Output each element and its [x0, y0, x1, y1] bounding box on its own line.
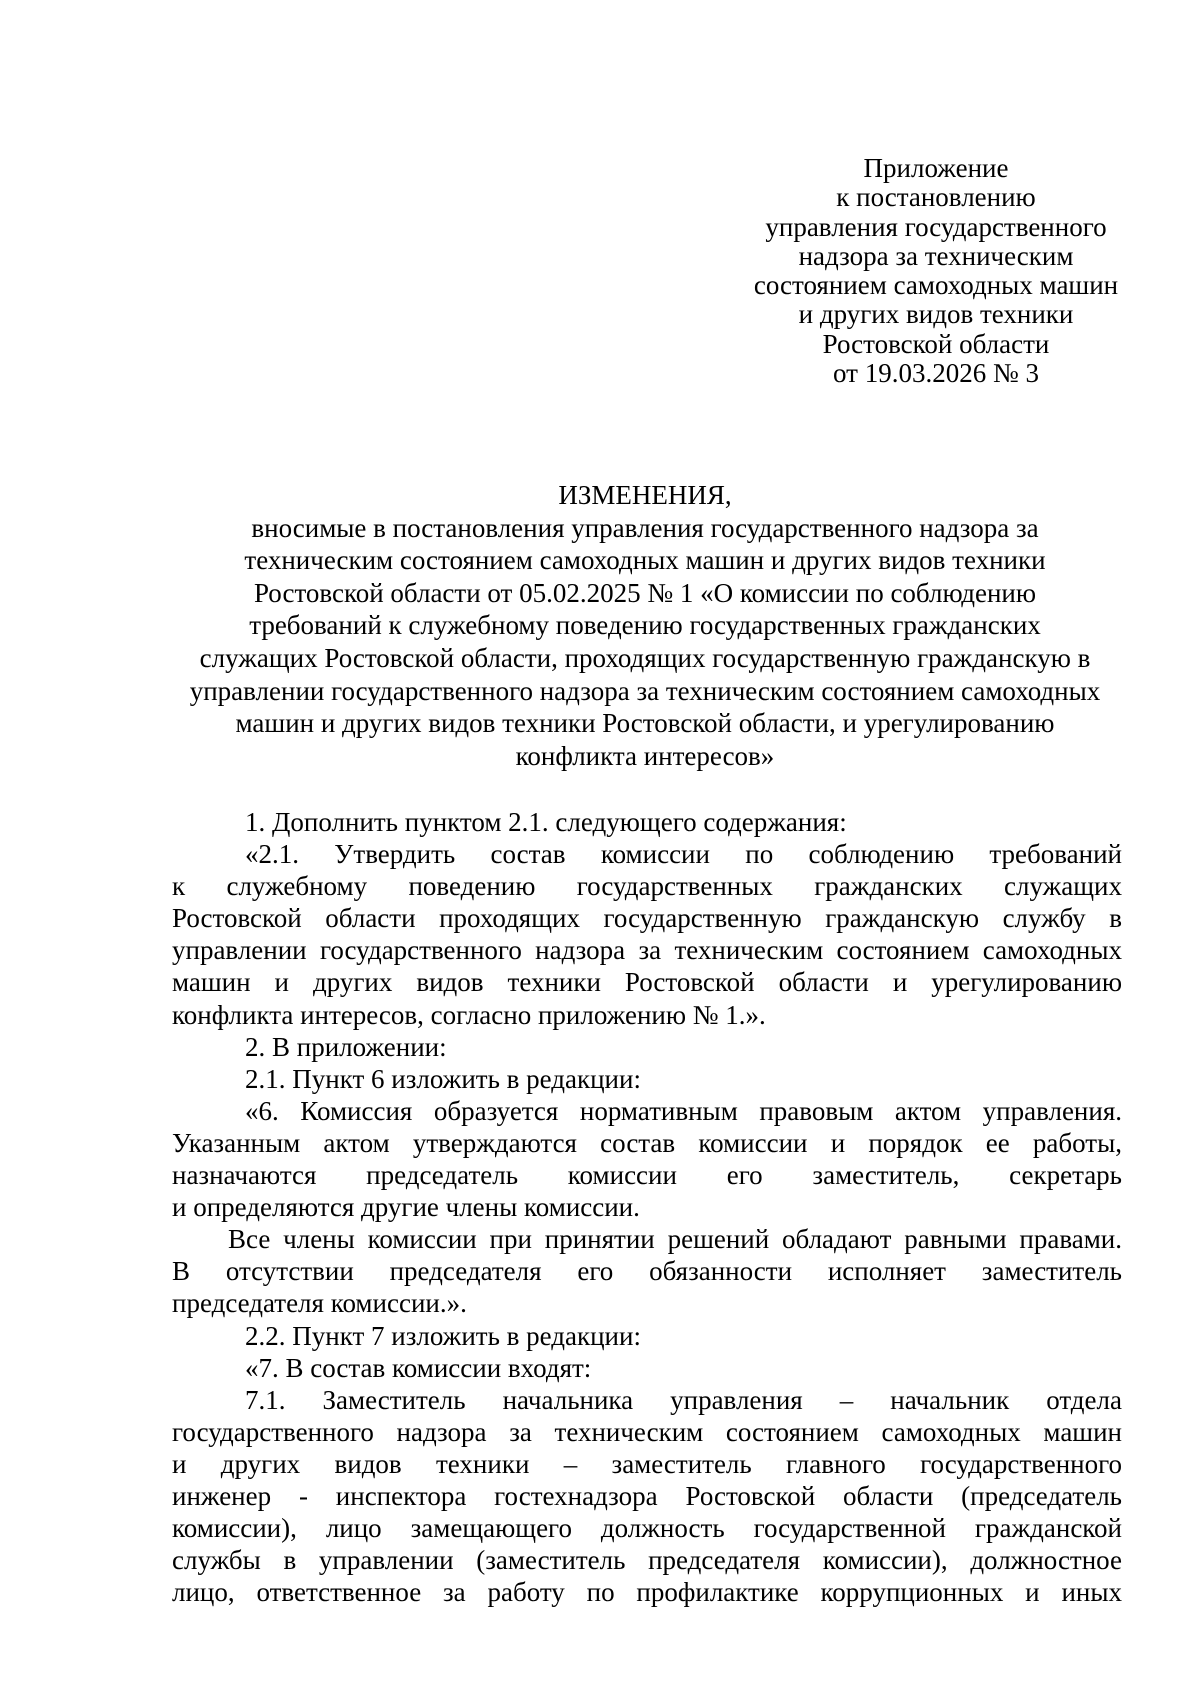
body-line: 7.1. Заместитель начальника управления – начальник отдела	[245, 1384, 1122, 1415]
heading-line: Ростовской области от 05.02.2025 № 1 «О комиссии по соблюдению	[253, 577, 1037, 608]
body-line: «6. Комиссия образуется нормативным правовым актом управления.	[245, 1095, 1122, 1126]
appendix-date-number: от 19.03.2026 № 3	[833, 358, 1039, 389]
body-line: Ростовской области проходящих государственную гражданскую службу в	[172, 903, 1122, 934]
appendix-header	[736, 154, 1136, 388]
body-line: назначаются председатель комиссии его заместитель, секретарь	[172, 1160, 1122, 1191]
document-title: ИЗМЕНЕНИЯ,	[558, 480, 732, 510]
body-line: и других видов техники – заместитель главного государственного	[172, 1448, 1122, 1479]
appendix-line: Ростовской области	[822, 328, 1050, 359]
appendix-line: и других видов техники	[798, 299, 1074, 330]
body-line: к служебному поведению государственных гражданских служащих	[172, 871, 1122, 902]
body-line: лицо, ответственное за работу по профилактике коррупционных и иных	[172, 1577, 1122, 1608]
body-line: 2. В приложении:	[245, 1031, 447, 1062]
body-line: В отсутствии председателя его обязанности исполняет заместитель	[172, 1256, 1122, 1287]
heading-line: машин и других видов техники Ростовской области, и урегулированию	[235, 708, 1055, 739]
appendix-line: к постановлению	[836, 182, 1036, 213]
appendix-line: управления государственного	[765, 211, 1107, 242]
body-line: 1. Дополнить пунктом 2.1. следующего содержания:	[245, 807, 847, 837]
body-line: управлении государственного надзора за техническим состоянием самоходных	[172, 935, 1122, 966]
body-line: конфликта интересов, согласно приложению № 1.».	[172, 999, 766, 1030]
body-line: Все члены комиссии при принятии решений обладают равными правами.	[228, 1224, 1122, 1255]
heading-line: требований к служебному поведению государственных гражданских	[249, 610, 1041, 641]
heading-line: служащих Ростовской области, проходящих государственную гражданскую в	[199, 642, 1091, 673]
heading-line: техническим состоянием самоходных машин и других видов техники	[244, 545, 1046, 576]
appendix-line: Приложение	[863, 153, 1009, 183]
heading-line: управлении государственного надзора за техническим состоянием самоходных	[189, 675, 1101, 706]
body-line: государственного надзора за техническим состоянием самоходных машин	[172, 1416, 1122, 1447]
heading-line: вносимые в постановления управления государственного надзора за	[251, 512, 1039, 543]
document-heading	[165, 479, 1125, 772]
body-line: 2.2. Пункт 7 изложить в редакции:	[245, 1320, 641, 1351]
document-body	[172, 806, 1122, 1608]
body-line: комиссии), лицо замещающего должность государственной гражданской	[172, 1513, 1122, 1544]
body-line: 2.1. Пункт 6 изложить в редакции:	[245, 1063, 641, 1094]
body-line: инженер - инспектора гостехнадзора Ростовской области (председатель	[172, 1480, 1122, 1511]
heading-line: конфликта интересов»	[515, 740, 775, 771]
body-line: «2.1. Утвердить состав комиссии по соблюдению требований	[245, 839, 1122, 870]
appendix-line: состоянием самоходных машин	[753, 270, 1119, 301]
body-line: «7. В состав комиссии входят:	[245, 1352, 592, 1383]
body-line: машин и других видов техники Ростовской области и урегулированию	[172, 967, 1122, 998]
body-line: и определяются другие члены комиссии.	[172, 1192, 640, 1223]
body-line: службы в управлении (заместитель председателя комиссии), должностное	[172, 1545, 1122, 1576]
appendix-line: надзора за техническим	[798, 240, 1074, 271]
body-line: председателя комиссии.».	[172, 1288, 467, 1319]
body-line: Указанным актом утверждаются состав комиссии и порядок ее работы,	[172, 1127, 1122, 1158]
